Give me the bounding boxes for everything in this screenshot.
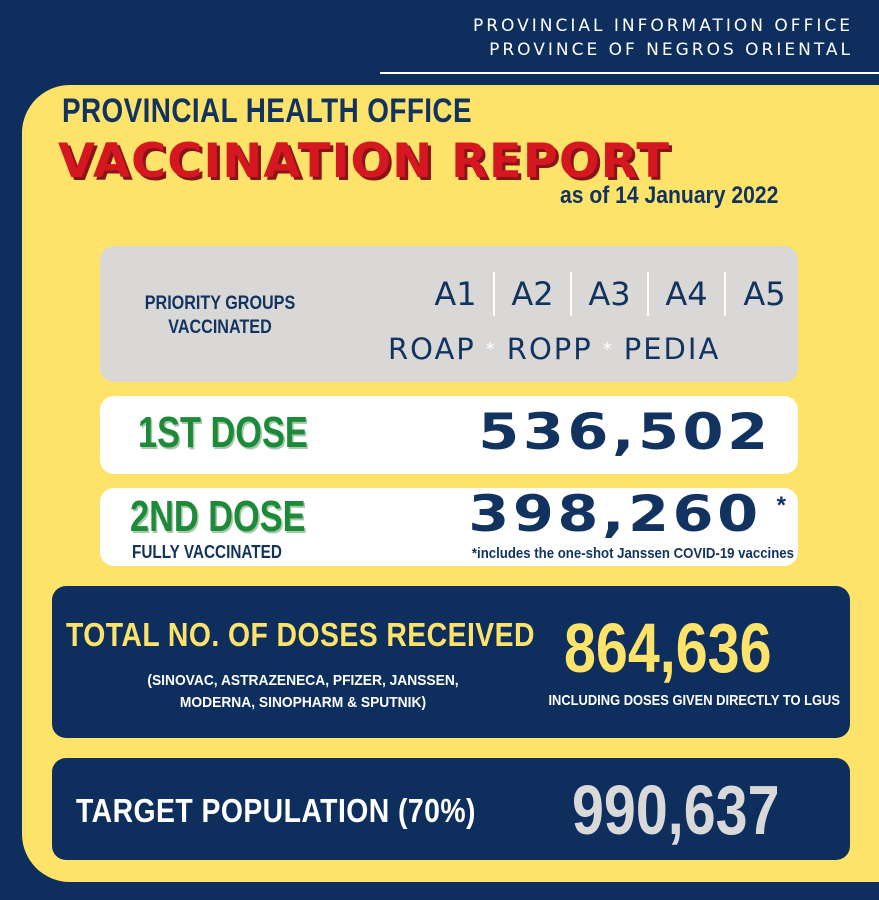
- office-title: PROVINCIAL HEALTH OFFICE: [62, 92, 472, 130]
- priority-group-list: [418, 272, 803, 316]
- age-group-list: [388, 332, 720, 366]
- target-population-value: 990,637: [572, 771, 780, 849]
- age-group-pedia: PEDIA: [623, 332, 721, 366]
- age-group-roap: ROAP: [388, 332, 476, 366]
- priority-groups-label: PRIORITY GROUPS VACCINATED: [144, 293, 296, 338]
- footnote-marker: *: [776, 492, 786, 519]
- priority-group-a1: A1: [418, 272, 495, 316]
- target-population-panel: [52, 758, 850, 860]
- total-doses-title: TOTAL NO. OF DOSES RECEIVED: [66, 616, 535, 653]
- priority-group-a3: A3: [572, 272, 649, 316]
- priority-group-a5: A5: [743, 275, 786, 313]
- agency-header: [473, 14, 853, 62]
- janssen-footnote: *includes the one-shot Janssen COVID-19 vaccines: [471, 545, 794, 562]
- separator: *: [485, 338, 497, 360]
- total-doses-note: INCLUDING DOSES GIVEN DIRECTLY TO LGUS: [548, 692, 840, 709]
- second-dose-value: 398,260: [468, 485, 762, 543]
- priority-group-a4: A4: [649, 272, 726, 316]
- vaccine-brands: (SINOVAC, ASTRAZENECA, PFIZER, JANSSEN, MODERNA, SINOPHARM & SPUTNIK): [147, 672, 459, 711]
- report-title: VACCINATION REPORT: [58, 134, 671, 189]
- header-line-2: PROVINCE OF NEGROS ORIENTAL: [489, 40, 853, 60]
- second-dose-label: 2ND DOSE: [130, 492, 306, 541]
- age-group-ropp: ROPP: [506, 332, 593, 366]
- first-dose-panel: [100, 396, 798, 474]
- second-dose-panel: [100, 485, 798, 566]
- priority-group-a2: A2: [495, 272, 572, 316]
- target-population-title: TARGET POPULATION (70%): [76, 792, 476, 829]
- header-divider: [380, 72, 879, 74]
- total-doses-panel: [52, 586, 850, 738]
- fully-vaccinated-label: FULLY VACCINATED: [132, 542, 282, 562]
- separator: *: [602, 338, 614, 360]
- first-dose-value: 536,502: [478, 403, 772, 461]
- report-date: as of 14 January 2022: [560, 182, 779, 209]
- total-doses-value: 864,636: [564, 609, 772, 687]
- header-line-1: PROVINCIAL INFORMATION OFFICE: [472, 16, 853, 36]
- first-dose-label: 1ST DOSE: [138, 408, 308, 457]
- priority-groups-panel: [100, 246, 798, 382]
